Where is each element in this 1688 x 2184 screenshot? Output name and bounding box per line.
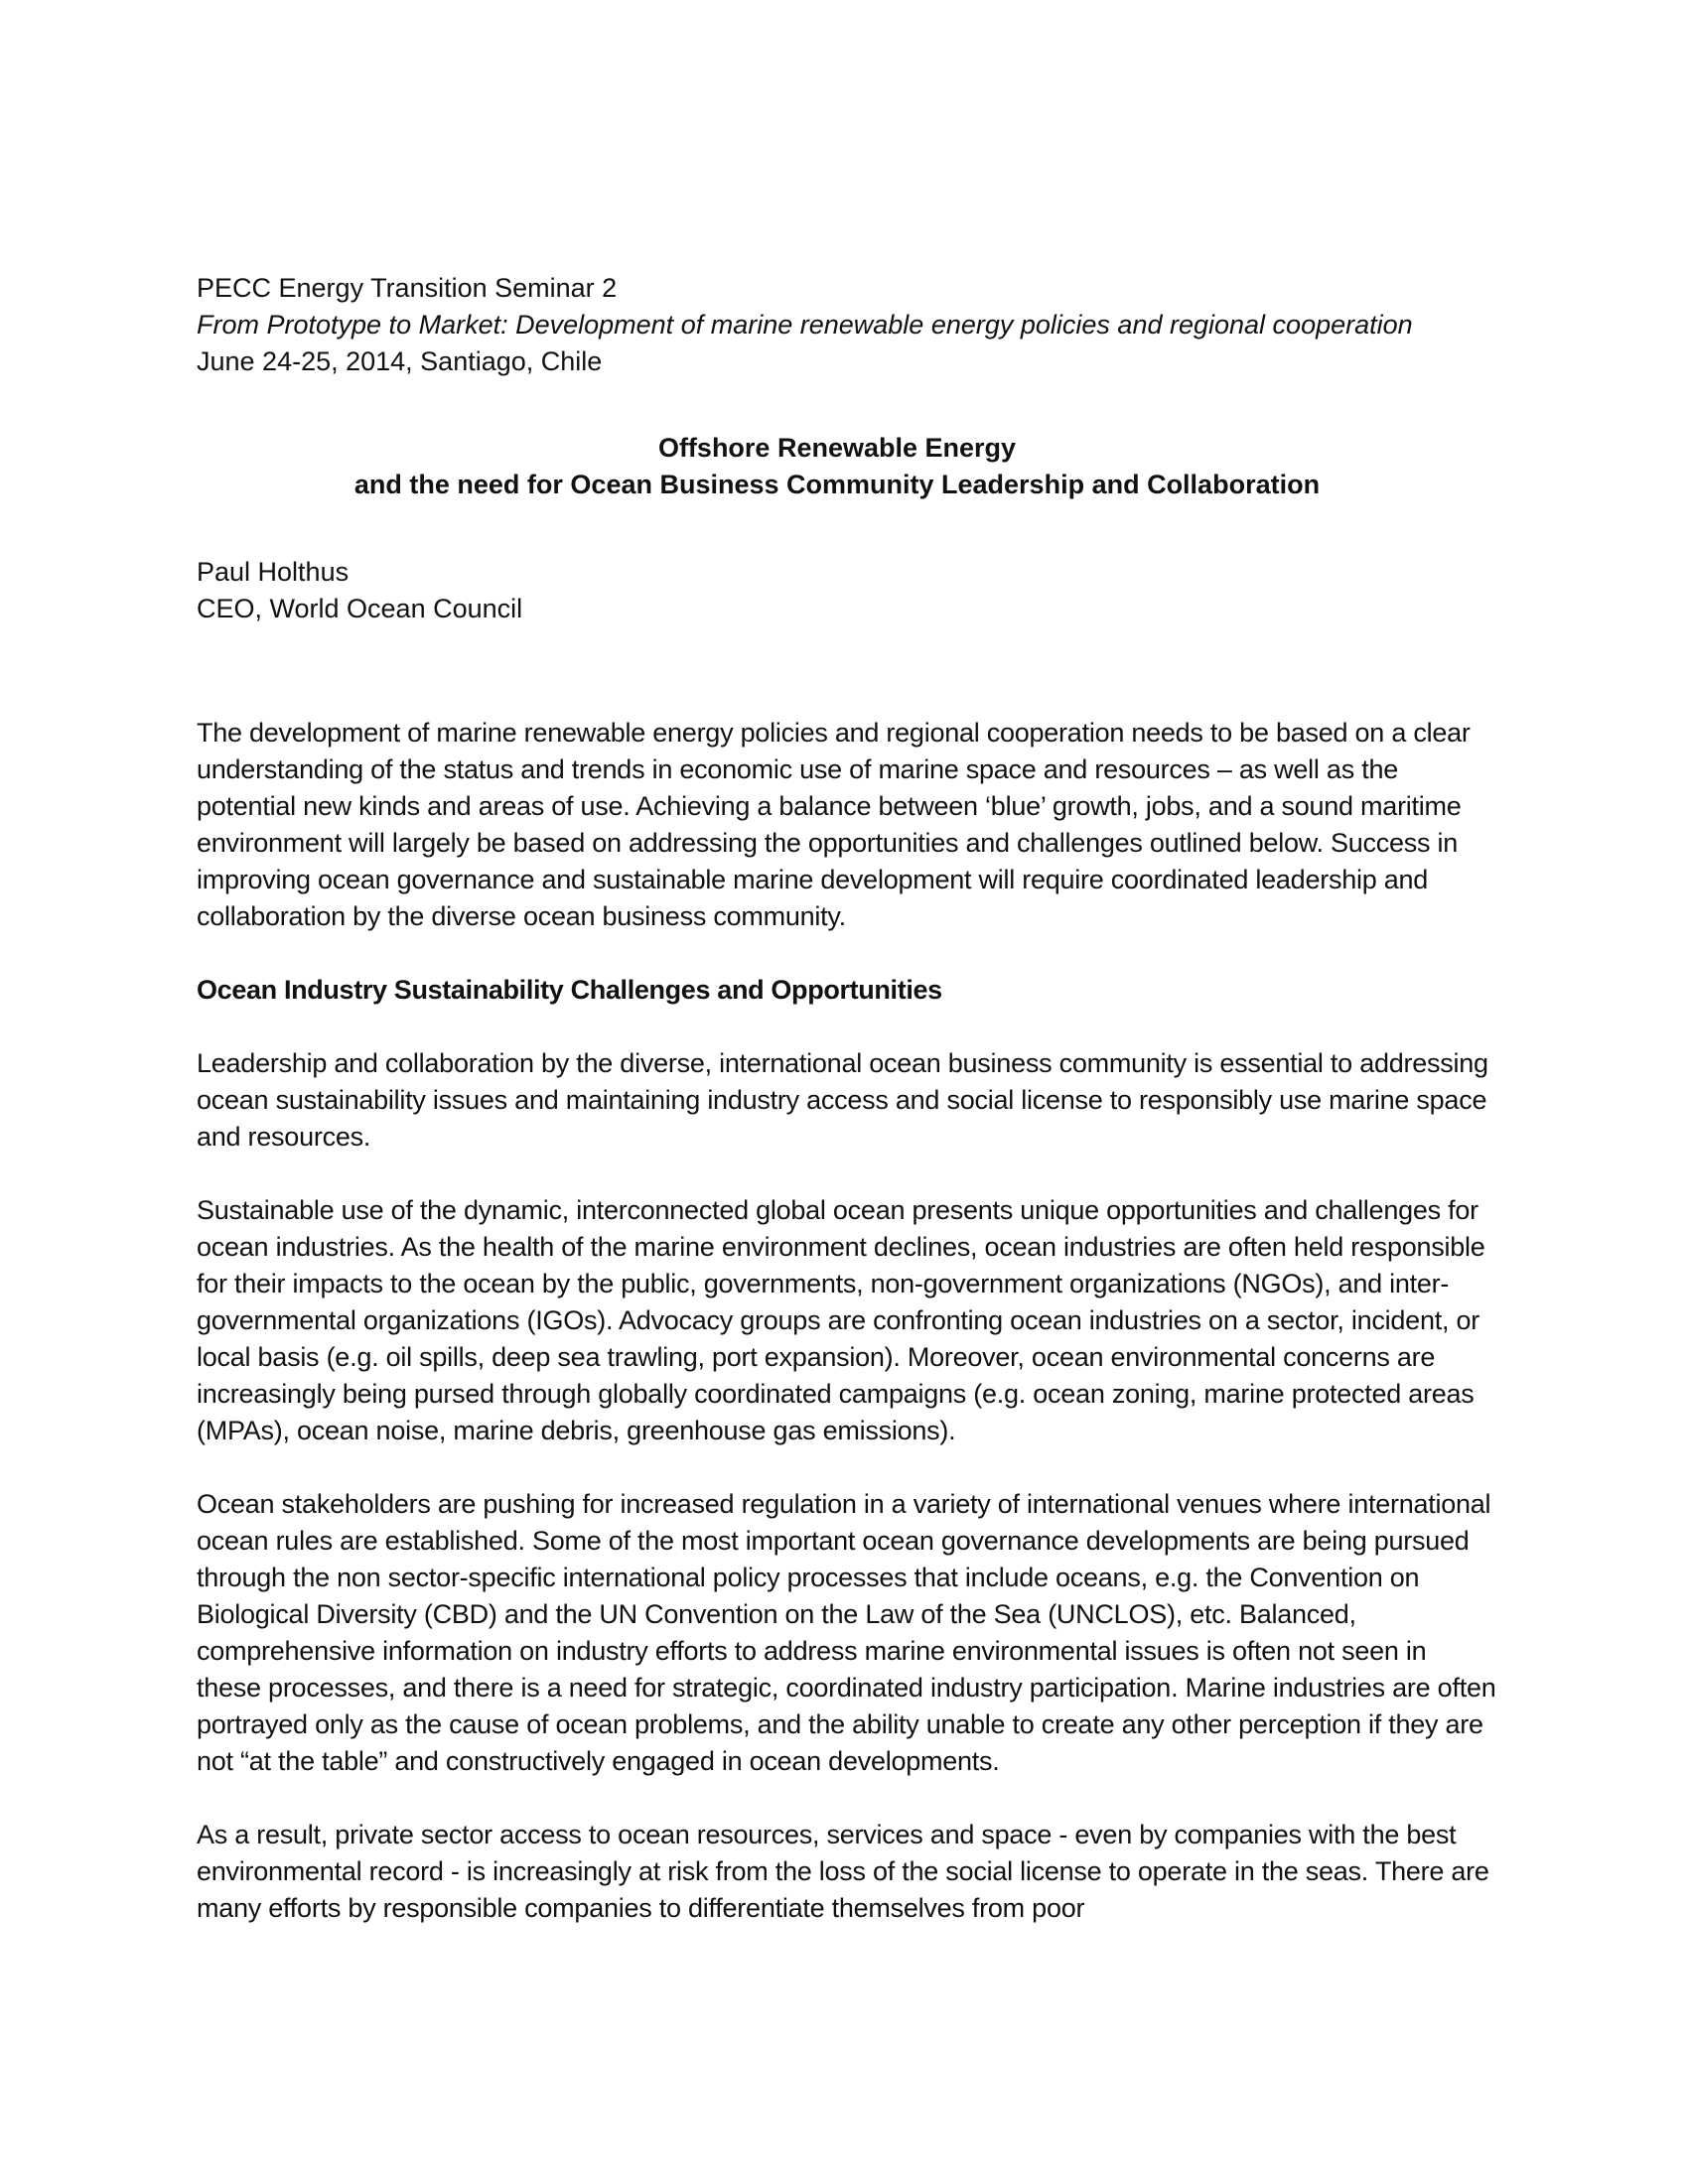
body-paragraph-2: Sustainable use of the dynamic, interconnected global ocean presents unique opportunities and challenges for ocean industries. As the health of the marine environment declines, ocean industries are often held responsible for their impacts to the ocean by the public, governments, non-government organizations (NGOs), and inter-governmental organizations (IGOs). Advocacy groups are confronting ocean industries on a sector, incident, or local basis (e.g. oil spills, deep sea trawling, port expansion). Moreover, ocean environmental concerns are increasingly being pursed through globally coordinated campaigns (e.g. ocean zoning, marine protected areas (MPAs), ocean noise, marine debris, greenhouse gas emissions). <box>197 1195 1485 1445</box>
document-page <box>197 270 1497 1927</box>
body-paragraph-4: As a result, private sector access to ocean resources, services and space - even by companies with the best environmental record - is increasingly at risk from the loss of the social license to operate in the seas. There are many efforts by responsible companies to differentiate themselves from poor <box>197 1820 1489 1923</box>
intro-paragraph: The development of marine renewable energy policies and regional cooperation needs to be based on a clear understanding of the status and trends in economic use of marine space and resources – as well as the potential new kinds and areas of use. Achieving a balance between ‘blue’ growth, jobs, and a sound maritime environment will largely be based on addressing the opportunities and challenges outlined below. Success in improving ocean governance and sustainable marine development will require coordinated leadership and collaboration by the diverse ocean business community. <box>197 718 1471 931</box>
document-title <box>197 430 1477 503</box>
body-paragraph-3: Ocean stakeholders are pushing for increased regulation in a variety of international venues where international ocean rules are established. Some of the most important ocean governance developments are being pursued through the non sector-specific international policy processes that include oceans, e.g. the Convention on Biological Diversity (CBD) and the UN Convention on the Law of the Sea (UNCLOS), etc. Balanced, comprehensive information on industry efforts to address marine environmental issues is often not seen in these processes, and there is a need for strategic, coordinated industry participation. Marine industries are often portrayed only as the cause of ocean problems, and the ability unable to create any other perception if they are not “at the table” and constructively engaged in ocean developments. <box>197 1489 1496 1776</box>
body-paragraph-1: Leadership and collaboration by the diverse, international ocean business community is essential to addressing ocean sustainability issues and maintaining industry access and social license to responsibly use marine space and resources. <box>197 1048 1488 1152</box>
author-role: CEO, World Ocean Council <box>197 594 523 623</box>
author-block <box>197 554 1497 627</box>
seminar-date-location: June 24-25, 2014, Santiago, Chile <box>197 346 603 376</box>
title-line-1: Offshore Renewable Energy <box>657 433 1017 463</box>
section-heading: Ocean Industry Sustainability Challenges and Opportunities <box>197 975 942 1005</box>
author-name: Paul Holthus <box>197 557 350 587</box>
seminar-subtitle: From Prototype to Market: Development of marine renewable energy policies and regional cooperation <box>197 310 1413 340</box>
title-line-2: and the need for Ocean Business Community Leadership and Collaboration <box>353 470 1321 499</box>
document-header <box>197 270 1497 380</box>
seminar-name: PECC Energy Transition Seminar 2 <box>197 273 618 303</box>
